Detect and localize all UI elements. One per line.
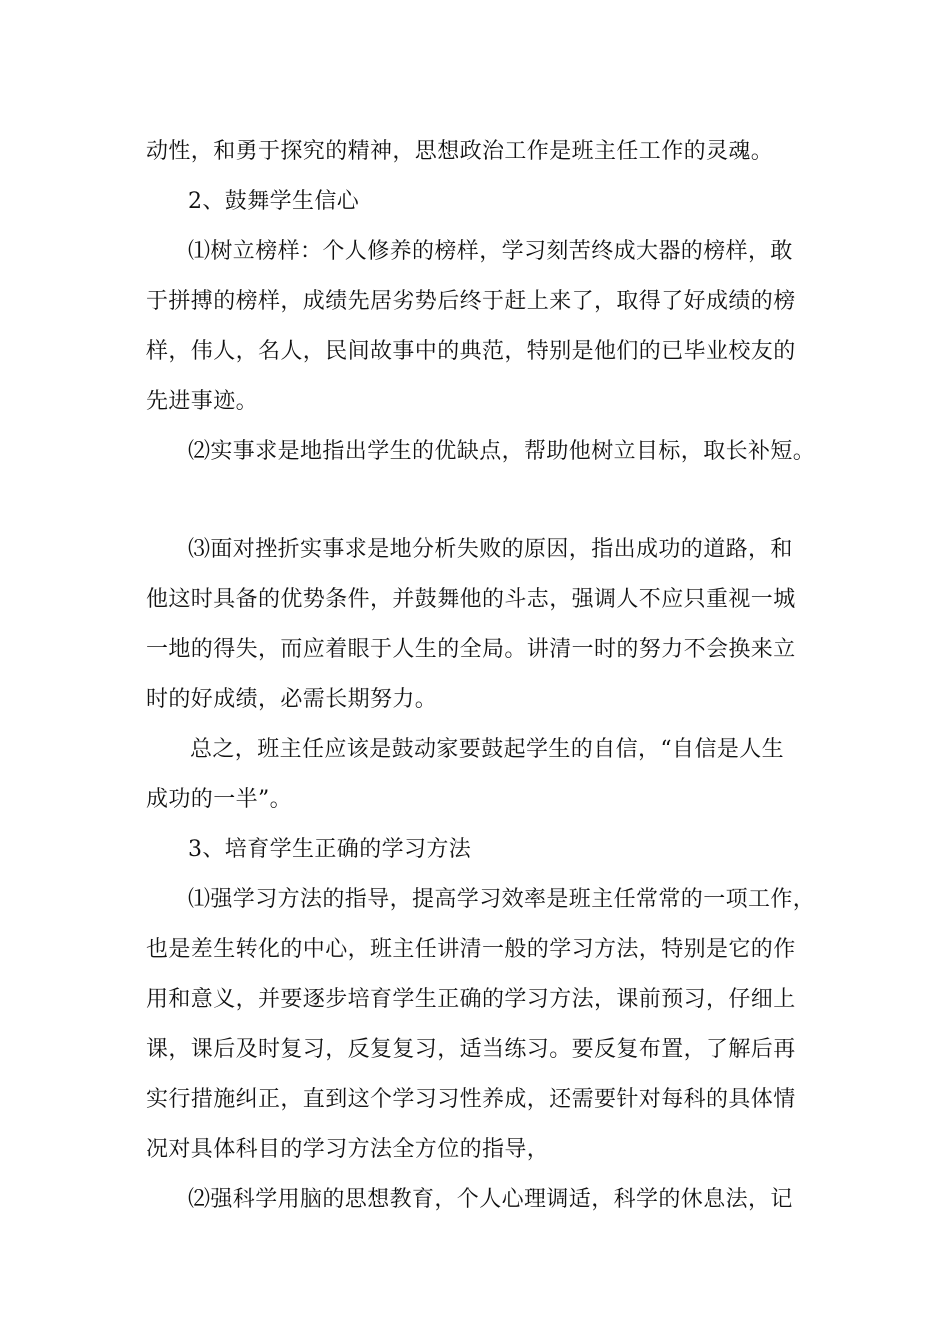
text-line: ⑵实事求是地指出学生的优缺点，帮助他树立目标，取长补短。 [188,439,816,464]
text-line: 动性，和勇于探究的精神，思想政治工作是班主任工作的灵魂。 [146,139,774,164]
text-line: 成功的一半”。 [146,787,293,812]
text-line: 于拼搏的榜样，成绩先居劣势后终于赶上来了，取得了好成绩的榜 [146,289,796,314]
text-line: 也是差生转化的中心，班主任讲清一般的学习方法，特别是它的作 [146,937,796,962]
text-line: 实行措施纠正，直到这个学习习性养成，还需要针对每科的具体情 [146,1087,796,1112]
text-line: ⑴树立榜样：个人修养的榜样，学习刻苦终成大器的榜样，敢 [188,239,793,264]
text-line: 他这时具备的优势条件，并鼓舞他的斗志，强调人不应只重视一城 [146,587,796,612]
text-line: 总之，班主任应该是鼓动家要鼓起学生的自信，“自信是人生 [190,737,785,762]
text-line: ⑶面对挫折实事求是地分析失败的原因，指出成功的道路，和 [188,537,793,562]
text-line: 一地的得失，而应着眼于人生的全局。讲清一时的努力不会换来立 [146,637,796,662]
text-line: ⑵强科学用脑的思想教育，个人心理调适，科学的休息法，记 [188,1187,793,1212]
section-heading: 2、鼓舞学生信心 [188,189,360,214]
text-line: 况对具体科目的学习方法全方位的指导， [146,1137,550,1162]
text-line: 用和意义，并要逐步培育学生正确的学习方法，课前预习，仔细上 [146,987,796,1012]
text-line: 先进事迹。 [146,389,259,414]
text-line: 样，伟人，名人，民间故事中的典范，特别是他们的已毕业校友的 [146,339,796,364]
text-line: 时的好成绩，必需长期努力。 [146,687,438,712]
text-line: 课，课后及时复习，反复复习，适当练习。要反复布置，了解后再 [146,1037,796,1062]
section-heading: 3、培育学生正确的学习方法 [188,837,472,862]
text-line: ⑴强学习方法的指导，提高学习效率是班主任常常的一项工作， [188,887,816,912]
